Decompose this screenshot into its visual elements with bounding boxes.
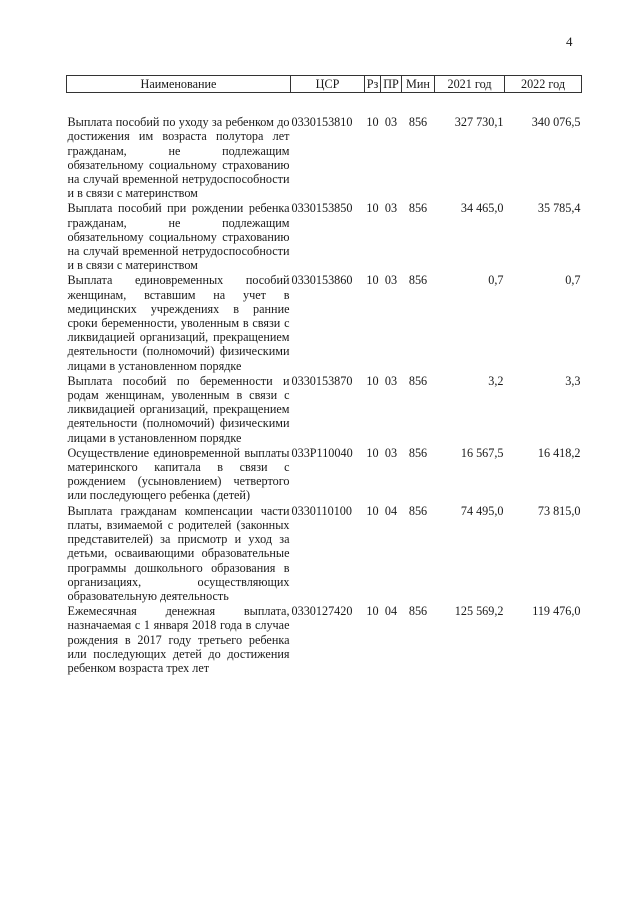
row-name: Осуществление единовременной выплаты материнского капитала в связи с рождением (усыновлением) четвертого или последующего ребенка (детей) [67, 445, 290, 503]
header-pr: ПР [381, 76, 402, 93]
row-csr: 0330153810 [291, 115, 353, 130]
row-rz: 10 [366, 445, 379, 460]
row-rz: 10 [366, 604, 379, 619]
row-rz: 10 [366, 373, 379, 388]
row-2022: 3,3 [565, 373, 581, 388]
table-row [67, 504, 582, 604]
row-min: 856 [408, 503, 428, 518]
table-row [67, 446, 582, 504]
row-min: 856 [408, 273, 428, 288]
row-pr: 03 [384, 273, 398, 288]
row-csr: 0330153860 [291, 273, 353, 288]
row-name: Выплата пособий по беременности и родам женщинам, уволенным в связи с ликвидацией организаций, прекращением деятельности (полномочий) физическими лицами в установленном порядке [67, 373, 290, 445]
row-name: Выплата пособий при рождении ребенка гражданам, не подлежащим обязательному социальному страхованию на случай временной нетрудоспособности и в связи с материнством [67, 201, 290, 273]
row-2022: 73 815,0 [537, 503, 581, 518]
row-min: 856 [408, 201, 428, 216]
row-2021: 34 465,0 [460, 201, 504, 216]
row-rz: 10 [366, 503, 379, 518]
row-2022: 16 418,2 [537, 445, 581, 460]
row-2022: 119 476,0 [532, 604, 581, 619]
row-name: Выплата единовременных пособий женщинам, вставшим на учет в медицинских учреждениях в ранние сроки беременности, уволенным в связи с ликвидацией организаций, прекращением деятельности (полномочий) физическими лицами в установленном порядке [67, 273, 290, 373]
header-2022: 2022 год [505, 76, 582, 93]
row-2021: 0,7 [488, 273, 504, 288]
row-csr: 033Р110040 [291, 445, 353, 460]
row-csr: 0330153850 [291, 201, 353, 216]
page-number: 4 [566, 34, 573, 49]
row-2022: 0,7 [565, 273, 581, 288]
table-row [67, 93, 582, 202]
row-csr: 0330127420 [291, 604, 353, 619]
row-2021: 16 567,5 [460, 445, 504, 460]
row-pr: 03 [384, 201, 398, 216]
header-rz: Рз [365, 76, 381, 93]
row-name: Выплата гражданам компенсации части платы, взимаемой с родителей (законных представителей) за присмотр и уход за детьми, осваивающими образовательные программы дошкольного образования в организациях, осуществляющих образовательную деятельность [67, 503, 290, 603]
row-rz: 10 [366, 201, 379, 216]
table-row [67, 604, 582, 676]
row-pr: 03 [384, 445, 398, 460]
table-row [67, 374, 582, 446]
row-name: Ежемесячная денежная выплата, назначаемая с 1 января 2018 года в случае рождения в 2017 году третьего ребенка или последующих детей до достижения ребенком возраста трех лет [67, 604, 290, 675]
row-min: 856 [408, 604, 428, 619]
table-header-row [67, 76, 582, 93]
row-2021: 327 730,1 [454, 115, 504, 130]
header-2021: 2021 год [435, 76, 505, 93]
row-name: Выплата пособий по уходу за ребенком до достижения им возраста полутора лет гражданам, не подлежащим обязательному социальному страхованию на случай временной нетрудоспособности и в связи с материнством [67, 115, 290, 201]
header-csr: ЦСР [291, 76, 365, 93]
row-min: 856 [408, 373, 428, 388]
row-2022: 35 785,4 [537, 201, 581, 216]
row-min: 856 [408, 115, 428, 130]
row-2022: 340 076,5 [531, 115, 581, 130]
header-min: Мин [402, 76, 435, 93]
row-csr: 0330110100 [291, 503, 352, 518]
row-2021: 3,2 [488, 373, 504, 388]
row-pr: 03 [384, 115, 398, 130]
row-csr: 0330153870 [291, 373, 353, 388]
table-row [67, 273, 582, 373]
row-2021: 125 569,2 [454, 604, 504, 619]
table-row [67, 201, 582, 273]
header-name: Наименование [67, 76, 291, 93]
row-rz: 10 [366, 273, 379, 288]
row-pr: 04 [384, 604, 398, 619]
row-min: 856 [408, 445, 428, 460]
row-pr: 03 [384, 373, 398, 388]
row-rz: 10 [366, 115, 379, 130]
row-2021: 74 495,0 [460, 503, 504, 518]
budget-table [66, 75, 582, 676]
row-pr: 04 [384, 503, 398, 518]
